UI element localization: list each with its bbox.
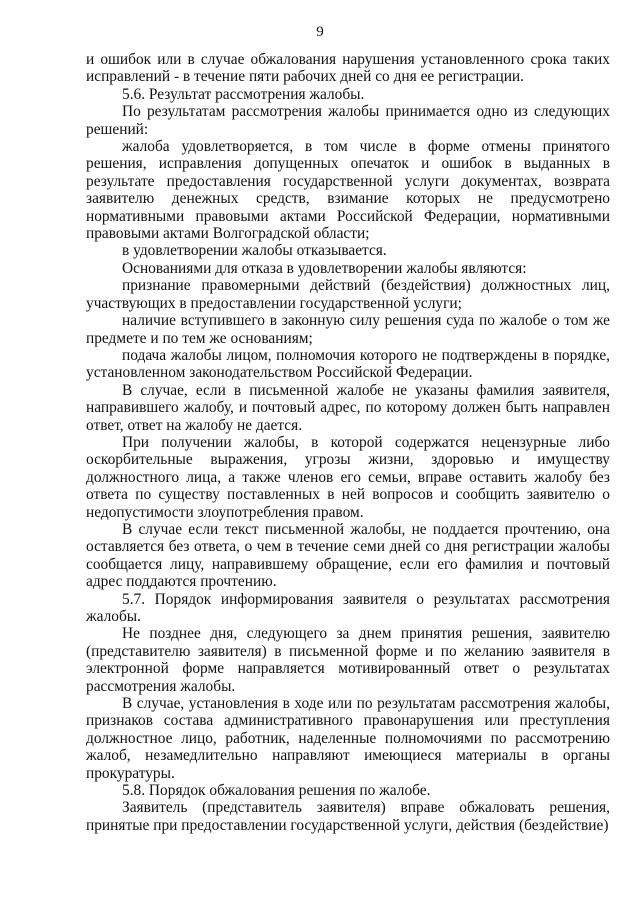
paragraph: жалоба удовлетворяется, в том числе в форме отмены принятого решения, исправления допущенных опечаток и ошибок в выданных в результате предоставления государственной услуги документах, возврата заявителю денежных средств, взимание которых не предусмотрено нормативными правовыми актами Российской Федерации, нормативными правовыми актами Волгоградской области;: [86, 138, 610, 243]
paragraph: признание правомерными действий (бездействия) должностных лиц, участвующих в предоставлении государственной услуги;: [86, 277, 610, 312]
paragraph-continuation: и ошибок или в случае обжалования нарушения установленного срока таких исправлений - в течение пяти рабочих дней со дня ее регистрации.: [86, 51, 610, 86]
paragraph: В случае если текст письменной жалобы, не поддается прочтению, она оставляется без ответа, о чем в течение семи дней со дня регистрации жалобы сообщается лицу, направившему обращение, если его фамилия и почтовый адрес поддаются прочтению.: [86, 520, 610, 591]
paragraph: наличие вступившего в законную силу решения суда по жалобе о том же предмете и по тем же основаниям;: [86, 312, 610, 347]
paragraph: Не позднее дня, следующего за днем принятия решения, заявителю (представителю заявителя) в письменной форме и по желанию заявителя в электронной форме направляется мотивированный ответ о результатах рассмотрения жалобы.: [86, 625, 610, 695]
page-number: 9: [316, 24, 324, 40]
paragraph: По результатам рассмотрения жалобы принимается одно из следующих решений:: [86, 103, 610, 138]
section-heading-5-6: 5.6. Результат рассмотрения жалобы.: [122, 85, 365, 103]
paragraph: При получении жалобы, в которой содержатся нецензурные либо оскорбительные выражения, угрозы жизни, здоровью и имуществу должностного лица, а также членов его семьи, вправе оставить жалобу без ответа по существу поставленных в ней вопросов и сообщить заявителю о недопустимости злоупотребления правом.: [86, 433, 610, 521]
paragraph: В случае, если в письменной жалобе не указаны фамилия заявителя, направившего жалобу, и почтовый адрес, по которому должен быть направлен ответ, ответ на жалобу не дается.: [86, 381, 610, 434]
paragraph: В случае, установления в ходе или по результатам рассмотрения жалобы, признаков состава административного правонарушения или преступления должностное лицо, работник, наделенные полномочиями по рассмотрению жалоб, незамедлительно направляют имеющиеся материалы в органы прокуратуры.: [86, 695, 610, 782]
section-heading-5-7: 5.7. Порядок информирования заявителя о результатах рассмотрения жалобы.: [86, 590, 610, 625]
section-heading-5-8: 5.8. Порядок обжалования решения по жалобе.: [122, 782, 431, 800]
paragraph: в удовлетворении жалобы отказывается.: [122, 242, 387, 260]
paragraph: Основаниями для отказа в удовлетворении жалобы являются:: [122, 259, 527, 277]
paragraph: Заявитель (представитель заявителя) вправе обжаловать решения, принятые при предоставлении государственной услуги, действия (бездействие): [86, 799, 610, 834]
document-body: [86, 51, 610, 834]
paragraph: подача жалобы лицом, полномочия которого не подтверждены в порядке, установленном законодательством Российской Федерации.: [86, 346, 610, 382]
